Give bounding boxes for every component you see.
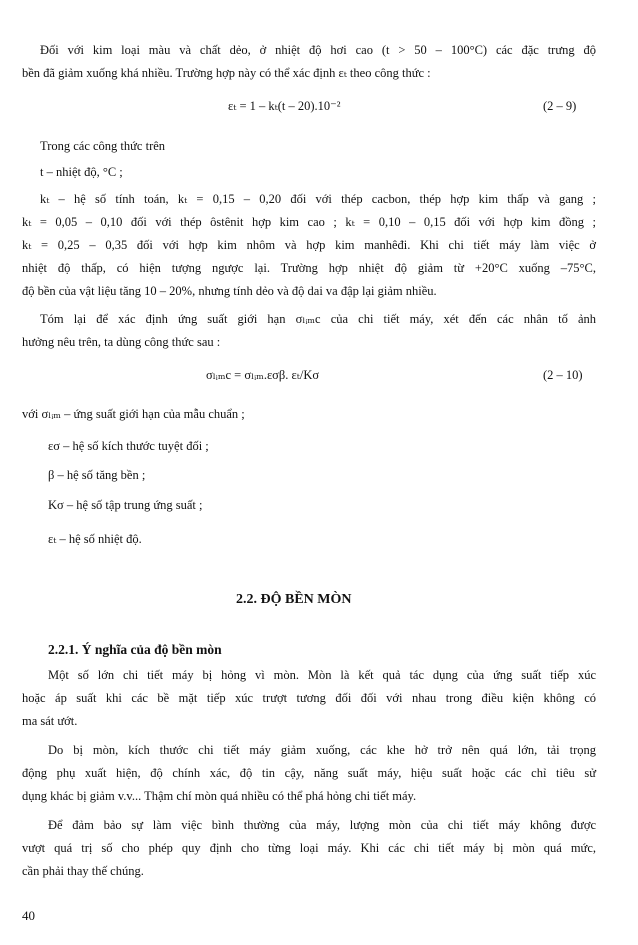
paragraph-line: bền đã giảm xuống khá nhiều. Trường hợp này có thể xác định εₜ theo công thức : <box>22 66 431 80</box>
paragraph-line: ma sát ướt. <box>22 714 78 728</box>
paragraph-line: Tóm lại để xác định ứng suất giới hạn σₗᵢₘc của chi tiết máy, xét đến các nhân tố ảnh <box>40 312 596 326</box>
paragraph-line: cần phải thay thế chúng. <box>22 864 144 878</box>
equation: σₗᵢₘc = σₗᵢₘ.εσβ. εₜ/Kσ <box>206 368 320 382</box>
paragraph-line: Một số lớn chi tiết máy bị hỏng vì mòn. Mòn là kết quả tác dụng của ứng suất tiếp xúc <box>48 668 596 682</box>
definition-line: β – hệ số tăng bền ; <box>48 468 146 482</box>
subsection-title: 2.2.1. Ý nghĩa của độ bền mòn <box>48 642 222 657</box>
paragraph-line: hưởng nêu trên, ta dùng công thức sau : <box>22 335 221 349</box>
paragraph-line: vượt quá trị số cho phép quy định cho từng loại máy. Khi các chi tiết máy bị mòn quá mức, <box>22 841 596 855</box>
equation-number: (2 – 10) <box>543 368 583 382</box>
definition-line: εσ – hệ số kích thước tuyệt đối ; <box>48 439 209 453</box>
section-title: 2.2. ĐỘ BỀN MÒN <box>236 592 352 607</box>
paragraph-line: kₜ = 0,05 – 0,10 đối với thép ôstênit hợp kim cao ; kₜ = 0,10 – 0,15 đối với hợp kim đồng ; <box>22 215 596 229</box>
paragraph-line: t – nhiệt độ, °C ; <box>40 165 123 179</box>
paragraph-line: Để đảm bảo sự làm việc bình thường của máy, lượng mòn của chi tiết máy không được <box>48 818 596 832</box>
paragraph-line: Trong các công thức trên <box>40 139 166 153</box>
paragraph-line: kₜ = 0,25 – 0,35 đối với hợp kim nhôm và hợp kim manhêđi. Khi chi tiết máy làm việc ở <box>22 238 596 252</box>
paragraph-line: nhiệt độ thấp, có hiện tượng ngược lại. Trường hợp nhiệt độ giảm từ +20°C xuống –75°C, <box>22 261 596 275</box>
paragraph-line: động phụ xuất hiện, độ chính xác, độ tin cậy, năng suất máy, hiệu suất hoặc các chỉ tiêu sử <box>22 766 596 780</box>
paragraph-line: dụng khác bị giảm v.v... Thậm chí mòn quá nhiều có thể phá hỏng chi tiết máy. <box>22 789 417 803</box>
definition-line: với σₗᵢₘ – ứng suất giới hạn của mẫu chuẩn ; <box>22 407 245 421</box>
paragraph-line: Đối với kim loại màu và chất dẻo, ở nhiệt độ hơi cao (t > 50 – 100°C) các đặc trưng độ <box>40 43 596 57</box>
page-number: 40 <box>22 908 35 923</box>
definition-line: Kσ – hệ số tập trung ứng suất ; <box>48 498 203 512</box>
paragraph-line: Do bị mòn, kích thước chi tiết máy giảm xuống, các khe hở trở nên quá lớn, tải trọng <box>48 743 596 757</box>
equation: εₜ = 1 – kₜ(t – 20).10⁻² <box>228 99 341 113</box>
paragraph-line: hoặc áp suất khi các bề mặt tiếp xúc trượt tương đối đối với nhau trong điều kiện không có <box>22 691 596 705</box>
paragraph-line: kₜ – hệ số tính toán, kₜ = 0,15 – 0,20 đối với thép cacbon, thép hợp kim thấp và gang ; <box>40 192 596 206</box>
equation-number: (2 – 9) <box>543 99 577 113</box>
paragraph-line: độ bền của vật liệu tăng 10 – 20%, nhưng tính dẻo và độ dai va đập lại giảm nhiều. <box>22 284 437 298</box>
definition-line: εₜ – hệ số nhiệt độ. <box>48 532 142 546</box>
